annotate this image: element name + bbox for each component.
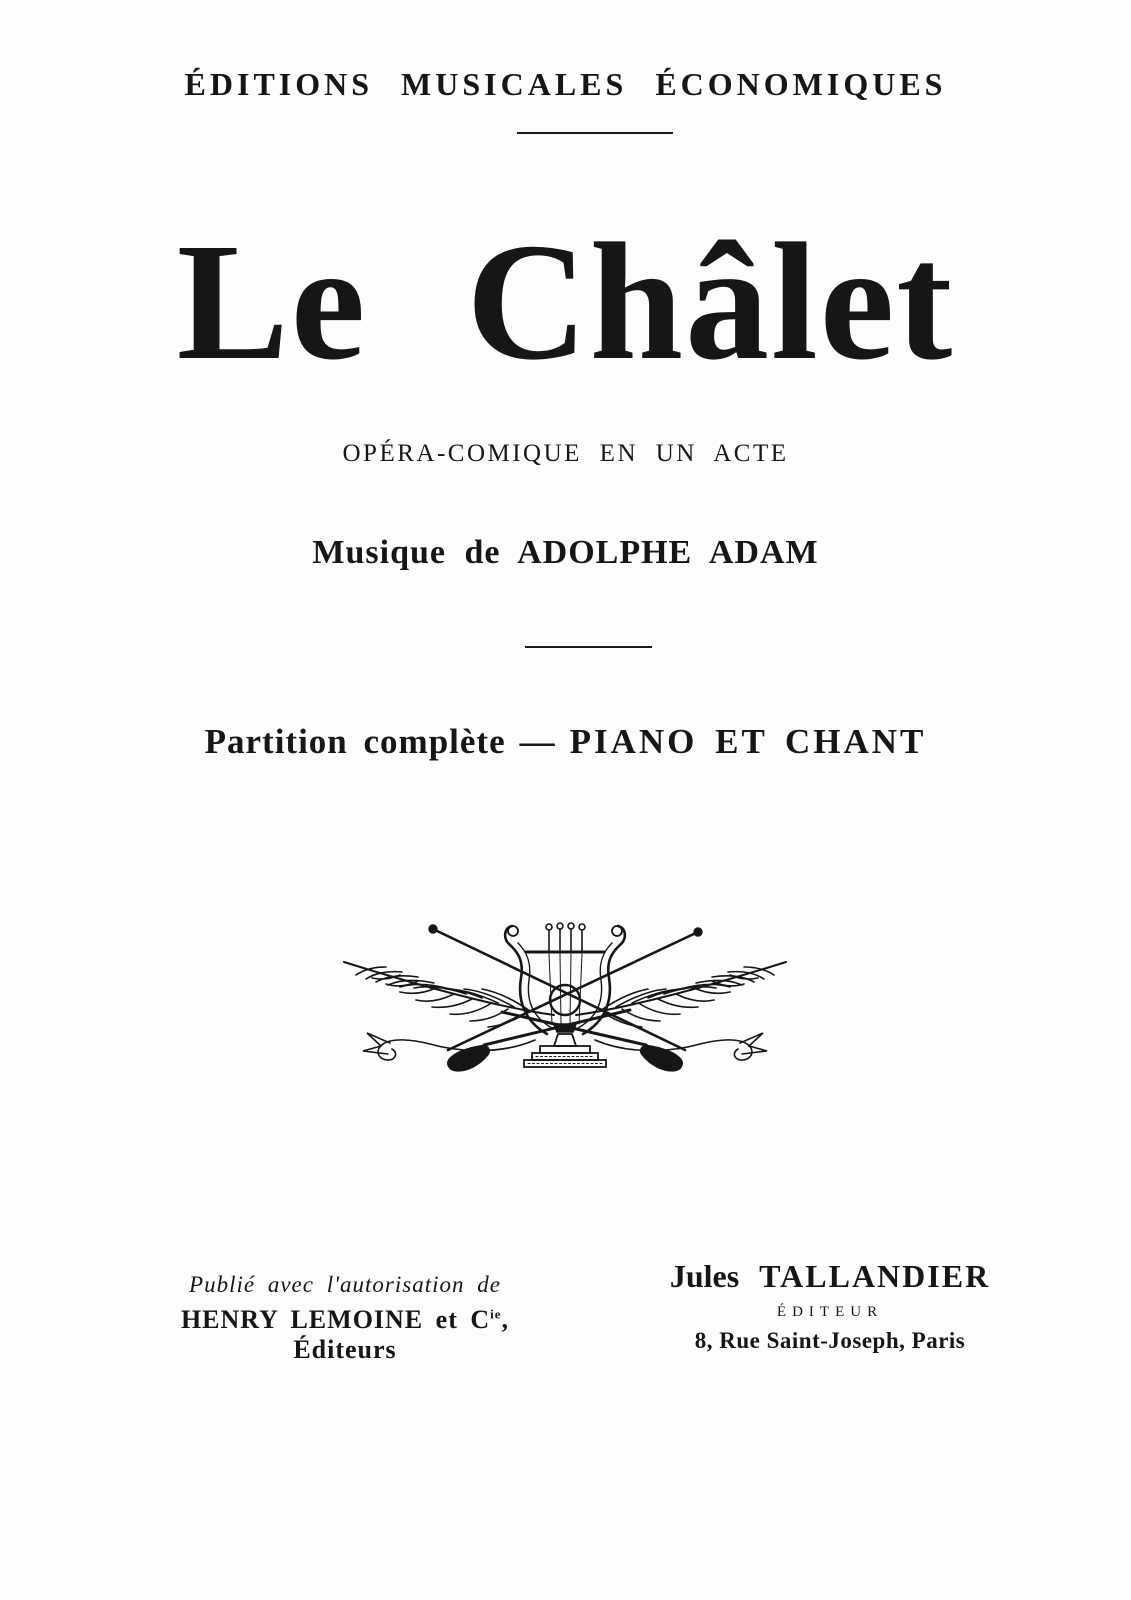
ribbon-left-icon	[363, 1033, 535, 1060]
publisher-role: ÉDITEUR	[776, 1304, 884, 1320]
lyre-vignette	[330, 912, 800, 1090]
edition-prefix: Partition complète	[204, 722, 506, 761]
opera-subtitle: OPÉRA-COMIQUE EN UN ACTE	[342, 440, 789, 467]
edition-line	[0, 722, 1131, 762]
publisher-imprint	[660, 1258, 1000, 1354]
publisher-name: Jules TALLANDIER	[669, 1258, 991, 1294]
authorization-line1: Publié avec l'autorisation de	[189, 1272, 501, 1297]
opera-title: Le Châlet	[176, 209, 955, 395]
series-header: ÉDITIONS MUSICALES ÉCONOMIQUES	[184, 66, 947, 102]
pedestal-icon	[524, 1034, 606, 1067]
publisher-address: 8, Rue Saint-Joseph, Paris	[694, 1328, 966, 1353]
authorization-line2: HENRY LEMOINE et $C^{ie}$, Éditeurs	[180, 1305, 510, 1364]
composer-rule	[525, 646, 652, 648]
authorization-note	[160, 1272, 530, 1365]
composer-line: Musique de ADOLPHE ADAM	[312, 534, 819, 571]
edition-separator: —	[519, 722, 556, 761]
header-rule	[517, 132, 673, 134]
edition-emphasis: PIANO ET CHANT	[569, 722, 927, 761]
ribbon-right-icon	[595, 1033, 767, 1060]
